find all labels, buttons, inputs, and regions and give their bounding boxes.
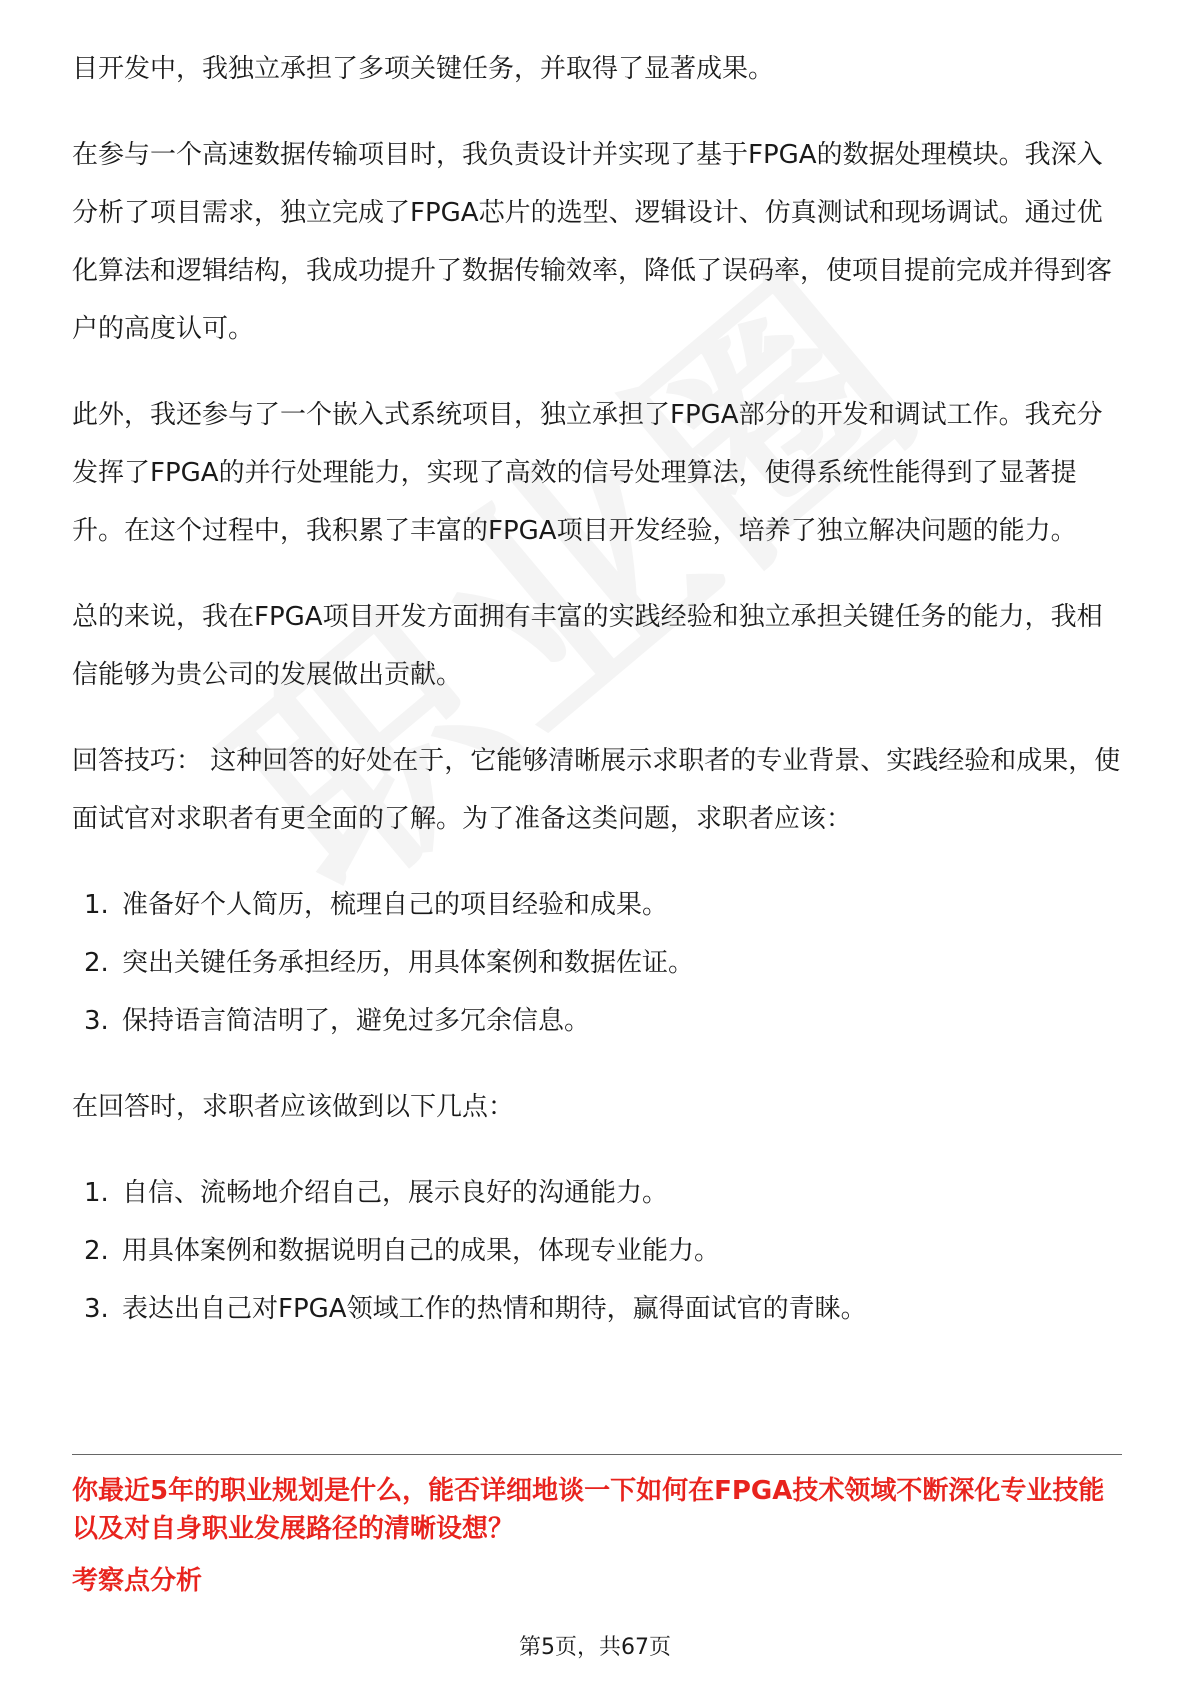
- list-item: 1. 准备好个人简历，梳理自己的项目经验和成果。: [84, 890, 669, 920]
- section-divider: [72, 1454, 1122, 1455]
- paragraph-summary: 总的来说，我在FPGA项目开发方面拥有丰富的实践经验和独立承担关键任务的能力，我相信能够为贵公司的发展做出贡献。: [72, 602, 1103, 690]
- question-heading: 你最近5年的职业规划是什么，能否详细地谈一下如何在FPGA技术领域不断深化专业技能以及对自身职业发展路径的清晰设想？: [72, 1476, 1105, 1544]
- list-item: 3. 保持语言简洁明了，避免过多冗余信息。: [84, 1006, 591, 1036]
- paragraph-tips: 回答技巧： 这种回答的好处在于，它能够清晰展示求职者的专业背景、实践经验和成果，使面试官对求职者有更全面的了解。为了准备这类问题，求职者应该：: [72, 746, 1121, 834]
- answer-list: [72, 1164, 1122, 1338]
- list-item: 2. 用具体案例和数据说明自己的成果，体现专业能力。: [84, 1236, 721, 1266]
- page-footer: 第5页，共67页: [519, 1635, 671, 1660]
- tips-list: [72, 876, 1122, 1050]
- paragraph-project-1: 在参与一个高速数据传输项目时，我负责设计并实现了基于FPGA的数据处理模块。我深入分析了项目需求，独立完成了FPGA芯片的选型、逻辑设计、仿真测试和现场调试。通过优化算法和逻辑结构，我成功提升了数据传输效率，降低了误码率，使项目提前完成并得到客户的高度认可。: [72, 140, 1113, 344]
- paragraph-answer-intro: 在回答时，求职者应该做到以下几点：: [72, 1092, 515, 1122]
- list-item: 1. 自信、流畅地介绍自己，展示良好的沟通能力。: [84, 1178, 669, 1208]
- analysis-heading: 考察点分析: [72, 1566, 203, 1596]
- paragraph-project-2: 此外，我还参与了一个嵌入式系统项目，独立承担了FPGA部分的开发和调试工作。我充分发挥了FPGA的并行处理能力，实现了高效的信号处理算法，使得系统性能得到了显著提升。在这个过程中，我积累了丰富的FPGA项目开发经验，培养了独立解决问题的能力。: [72, 400, 1103, 546]
- list-item: 3. 表达出自己对FPGA领域工作的热情和期待，赢得面试官的青睐。: [84, 1294, 867, 1324]
- content: [72, 40, 1122, 1338]
- paragraph-continuation: 目开发中，我独立承担了多项关键任务，并取得了显著成果。: [72, 54, 775, 84]
- list-item: 2. 突出关键任务承担经历，用具体案例和数据佐证。: [84, 948, 695, 978]
